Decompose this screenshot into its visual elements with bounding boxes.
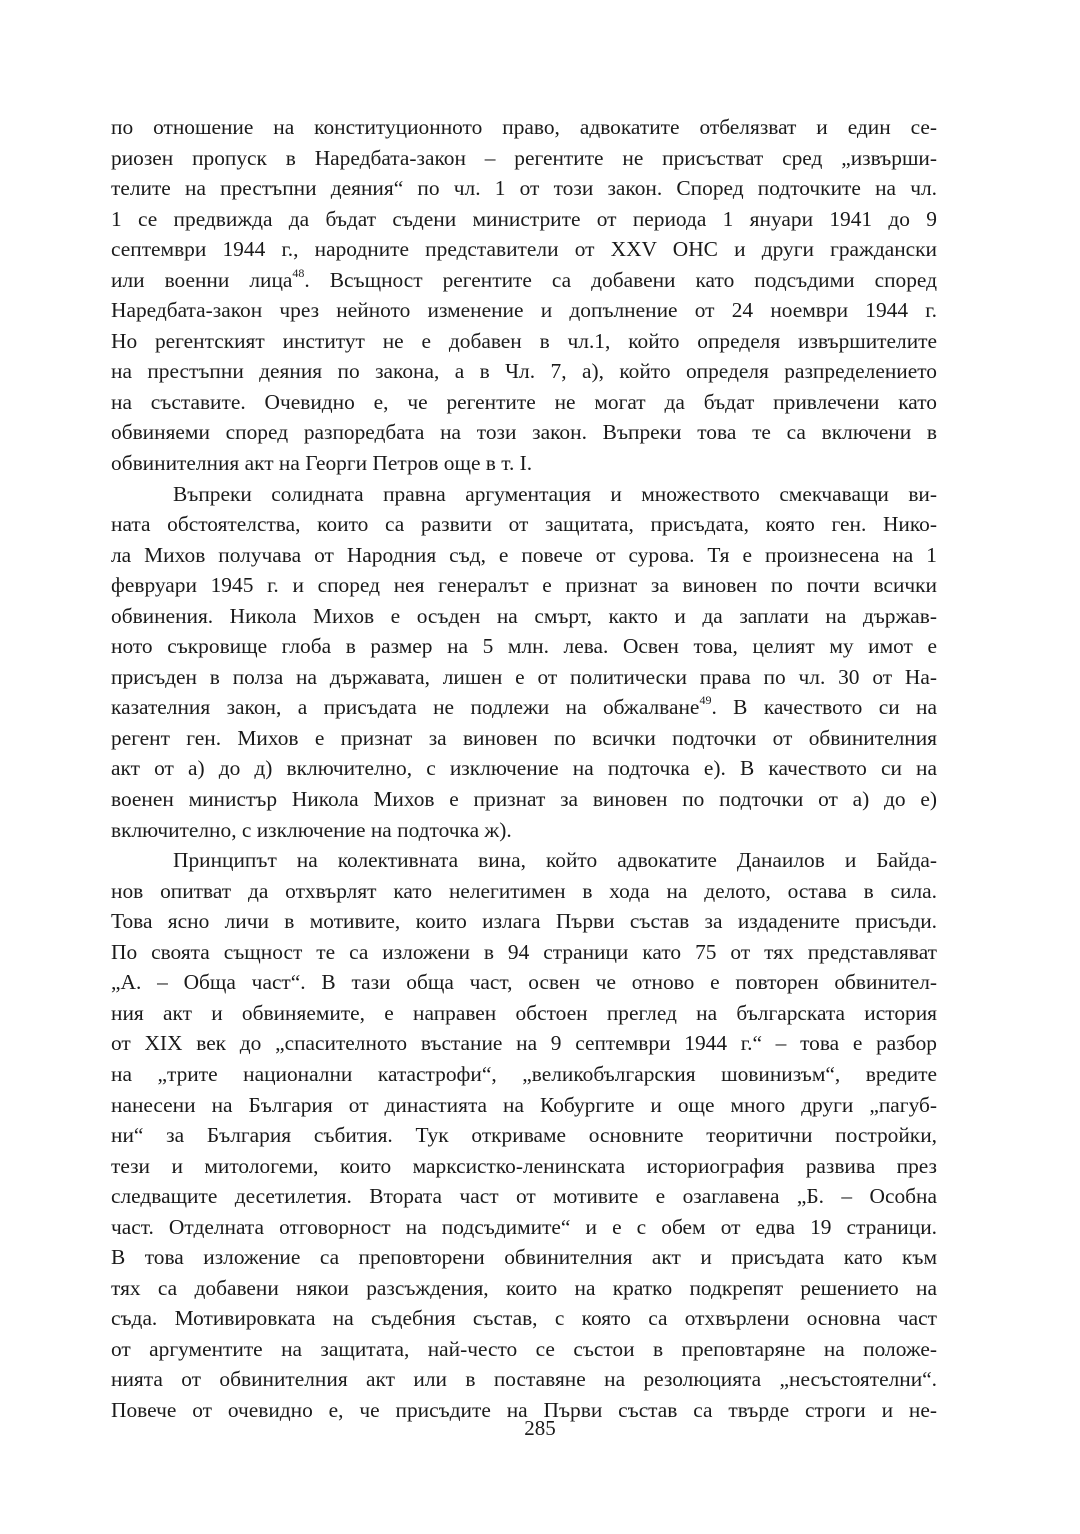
page-body: [111, 112, 937, 1426]
text-line: акт от а) до д) включително, с изключение на подточка е). В качеството си на: [111, 756, 937, 781]
text-line: Принципът на колективната вина, който адвокатите Данаилов и Байда-: [173, 848, 937, 873]
text-line: В това изложение са преповторени обвинителния акт и присъдата като към: [111, 1245, 937, 1270]
text-line: 1 се предвижда да бъдат съдени министрите от периода 1 януари 1941 до 9: [111, 206, 937, 231]
text-line: тях са добавени някои разсъждения, които на кратко подкрепят решението на: [111, 1275, 937, 1300]
text-line: Повече от очевидно е, че присъдите на Първи състав са твърде строги и не-: [111, 1397, 937, 1422]
text-line: септември 1944 г., народните представители от XXV ОНС и други граждански: [111, 237, 937, 262]
text-line: Наредбата-закон чрез нейното изменение и допълнение от 24 ноември 1944 г.: [111, 298, 937, 323]
text-line: военен министър Никола Михов е признат за виновен по подточки от а) до е): [111, 787, 937, 812]
text-line: Въпреки солидната правна аргументация и множеството смекчаващи ви-: [173, 481, 937, 506]
text-line: от XIX век до „спасителното въстание на 9 септември 1944 г.“ – това е разбор: [111, 1031, 937, 1056]
text-line: от аргументите на защитата, най-често се състои в преповтаряне на положе-: [111, 1336, 937, 1361]
text-line: част. Отделната отговорност на подсъдимите“ и е с обем от едва 19 страници.: [111, 1214, 937, 1239]
text-line: ни“ за България събития. Тук откриваме основните теоритични постройки,: [111, 1123, 937, 1148]
text-line: ния акт и обвиняемите, е направен обстоен преглед на българската история: [111, 1000, 937, 1025]
text-line-with-footnote: [111, 265, 937, 296]
text-fragment: казателния закон, а присъдата не подлежи на обжалване: [111, 695, 700, 720]
text-fragment: . В качеството си на: [711, 695, 937, 720]
paragraph-3: [111, 845, 937, 1425]
text-fragment: . Всъщност регентите са добавени като подсъдими според: [304, 267, 937, 292]
text-line: По своята същност те са изложени в 94 страници като 75 от тях представляват: [111, 939, 937, 964]
text-line: на престъпни деяния по закона, а в Чл. 7, а), който определя разпределението: [111, 359, 937, 384]
text-line: на съставите. Очевидно е, че регентите не могат да бъдат привлечени като: [111, 389, 937, 414]
text-line: обвиняеми според разпоредбата на този закон. Въпреки това те са включени в: [111, 420, 937, 445]
text-line: телите на престъпни деяния“ по чл. 1 от този закон. Според подточките на чл.: [111, 176, 937, 201]
text-line: регент ген. Михов е признат за виновен по всички подточки от обвинителния: [111, 725, 937, 750]
text-line: ла Михов получава от Народния съд, е повече от сурова. Тя е произнесена на 1: [111, 542, 937, 567]
text-line: тези и митологеми, които марксистко-ленинската историография развива през: [111, 1153, 937, 1178]
text-fragment: или военни лица: [111, 267, 293, 292]
text-line-with-footnote: [111, 692, 937, 723]
text-line: Това ясно личи в мотивите, които излага Първи състав за издадените присъди.: [111, 909, 937, 934]
paragraph-1: [111, 112, 937, 479]
text-line: нията от обвинителния акт или в поставяне на резолюцията „несъстоятелни“.: [111, 1367, 937, 1392]
text-line: присъден в полза на държавата, лишен е от политически права по чл. 30 от На-: [111, 664, 937, 689]
paragraph-2: [111, 479, 937, 846]
text-line: риозен пропуск в Наредбата-закон – регентите не присъстват сред „извърши-: [111, 145, 937, 170]
text-line: „А. – Обща част“. В тази обща част, освен че отново е повторен обвинител-: [111, 970, 937, 995]
text-line: обвинителния акт на Георги Петров още в т. I.: [111, 451, 533, 476]
footnote-ref-48[interactable]: 48: [292, 265, 305, 280]
page-number: 285: [524, 1416, 556, 1440]
text-line: съда. Мотивировката на съдебния състав, с която са отхвърлени основна част: [111, 1306, 937, 1331]
text-line: обвинения. Никола Михов е осъден на смърт, както и да заплати на държав-: [111, 603, 937, 628]
text-line: по отношение на конституционното право, адвокатите отбелязват и един се-: [111, 115, 937, 139]
text-line: следващите десетилетия. Втората част от мотивите е озаглавена „Б. – Особна: [111, 1184, 937, 1209]
text-line: Но регентският институт не е добавен в чл.1, който определя извършителите: [111, 328, 937, 353]
text-line: нов опитват да отхвърлят като нелегитимен в хода на делото, остава в сила.: [111, 878, 937, 903]
text-line: нанесени на България от династията на Кобургите и още много други „пагуб-: [111, 1092, 937, 1117]
text-line: ното съкровище глоба в размер на 5 млн. лева. Освен това, целият му имот е: [111, 634, 937, 659]
text-line: ната обстоятелства, които са развити от защитата, присъдата, която ген. Нико-: [111, 512, 937, 537]
text-line: на „трите национални катастрофи“, „великобългарския шовинизъм“, вредите: [111, 1061, 937, 1086]
text-line: февруари 1945 г. и според нея генералът е признат за виновен по почти всички: [111, 573, 937, 598]
footnote-ref-49[interactable]: 49: [699, 693, 712, 708]
text-line: включително, с изключение на подточка ж).: [111, 817, 512, 842]
